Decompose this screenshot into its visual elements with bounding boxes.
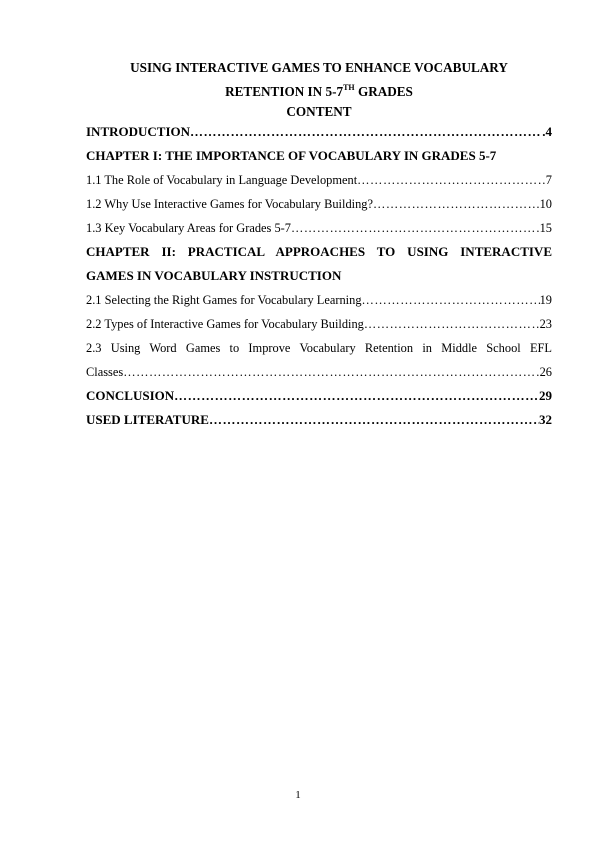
toc-label: USED LITERATURE (86, 412, 209, 427)
toc-entry-used-literature[interactable] (86, 408, 552, 432)
title-line-2-suffix: GRADES (354, 84, 413, 99)
title-superscript: TH (343, 82, 355, 92)
toc-page-number: .4 (542, 124, 552, 139)
toc-page-number: 26 (539, 365, 552, 379)
toc-page-number: 7 (545, 173, 552, 187)
toc-entry-2-3-line-1[interactable]: 2.3 Using Word Games to Improve Vocabulary Retention in Middle School EFL (86, 341, 552, 355)
dot-leader (373, 192, 540, 216)
toc-label: 2.1 Selecting the Right Games for Vocabulary Learning (86, 293, 362, 307)
toc-page-number: 15 (539, 221, 552, 235)
toc-entry-conclusion[interactable] (86, 384, 552, 408)
toc-page-number: 32 (539, 412, 552, 427)
toc-label: 1.2 Why Use Interactive Games for Vocabulary Building? (86, 197, 373, 211)
toc-entry-2-2[interactable] (86, 312, 552, 336)
title-line-2-prefix: RETENTION IN 5-7 (225, 84, 344, 99)
toc-label: CONCLUSION (86, 388, 175, 403)
dot-leader (174, 384, 539, 408)
title-line-2 (86, 80, 552, 104)
dot-leader (190, 120, 542, 144)
toc-entry-1-1[interactable] (86, 168, 552, 192)
table-of-contents (86, 120, 552, 432)
toc-entry-1-3[interactable] (86, 216, 552, 240)
toc-entry-2-3[interactable] (86, 360, 552, 384)
toc-page-number: 10 (539, 197, 552, 211)
toc-page-number: 29 (539, 388, 552, 403)
dot-leader (123, 360, 539, 384)
dot-leader (364, 312, 540, 336)
toc-label: 1.1 The Role of Vocabulary in Language Development (86, 173, 358, 187)
toc-entry-2-1[interactable] (86, 288, 552, 312)
toc-label: 1.3 Key Vocabulary Areas for Grades 5-7 (86, 221, 291, 235)
contents-heading: CONTENT (286, 104, 352, 119)
toc-page-number: 23 (539, 317, 552, 331)
toc-chapter-2-heading-line-1[interactable]: CHAPTER II: PRACTICAL APPROACHES TO USING INTERACTIVE (86, 244, 552, 259)
document-title (86, 56, 552, 104)
dot-leader (357, 168, 546, 192)
toc-label: 2.2 Types of Interactive Games for Vocabulary Building (86, 317, 364, 331)
toc-label: Classes (86, 365, 124, 379)
toc-entry-1-2[interactable] (86, 192, 552, 216)
toc-page-number: 19 (539, 293, 552, 307)
page-number: 1 (295, 789, 301, 801)
toc-label: INTRODUCTION (86, 124, 191, 139)
dot-leader (291, 216, 540, 240)
toc-chapter-2-heading-line-2[interactable]: GAMES IN VOCABULARY INSTRUCTION (86, 268, 342, 283)
title-line-1: USING INTERACTIVE GAMES TO ENHANCE VOCABULARY (130, 60, 508, 75)
dot-leader (362, 288, 540, 312)
toc-chapter-1-heading[interactable]: CHAPTER I: THE IMPORTANCE OF VOCABULARY IN GRADES 5-7 (86, 148, 497, 163)
toc-entry-introduction[interactable] (86, 120, 552, 144)
dot-leader (209, 408, 539, 432)
